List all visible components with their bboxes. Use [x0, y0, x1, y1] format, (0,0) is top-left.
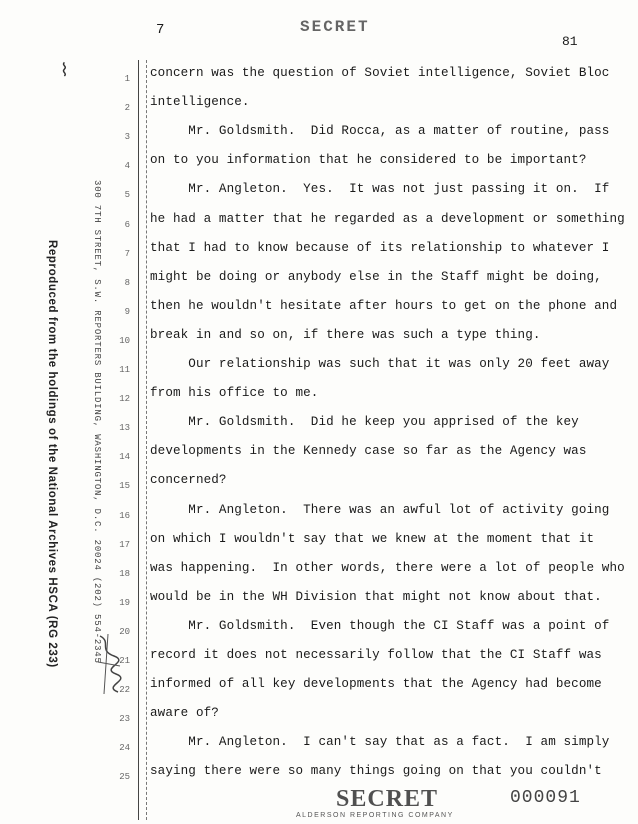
transcript-line: from his office to me. — [150, 386, 319, 401]
transcript-line: would be in the WH Division that might not know about that. — [150, 589, 602, 604]
line-number: 9 — [124, 306, 130, 317]
line-number: 24 — [119, 743, 130, 754]
transcript-line: was happening. In other words, there were a lot of people who — [150, 560, 625, 575]
line-number: 13 — [119, 423, 130, 434]
document-number: 000091 — [510, 788, 581, 808]
transcript-line: might be doing or anybody else in the Staff might be doing, — [150, 269, 602, 284]
transcript-line: Our relationship was such that it was only 20 feet away — [150, 357, 610, 371]
reporter-address: 300 7TH STREET, S.W. REPORTERS BUILDING, WASHINGTON, D.C. 20024 (202) 554-2345 — [92, 180, 102, 664]
transcript-line: he had a matter that he regarded as a development or something — [150, 211, 625, 226]
page-number-left: 7 — [156, 22, 165, 38]
classification-stamp-footer: SECRET — [336, 786, 439, 812]
transcript-line: Mr. Goldsmith. Did Rocca, as a matter of routine, pass — [150, 124, 610, 139]
margin-ink-mark: ⌇ — [60, 62, 69, 82]
line-number: 16 — [119, 510, 130, 521]
line-number: 12 — [119, 394, 130, 405]
line-number: 14 — [119, 452, 130, 463]
transcript-line: on to you information that he considered to be important? — [150, 153, 587, 168]
line-number: 5 — [124, 190, 130, 201]
transcript-line: intelligence. — [150, 95, 250, 110]
transcript-line: Mr. Goldsmith. Did he keep you apprised of the key — [150, 415, 579, 430]
transcript-line: developments in the Kennedy case so far as the Agency was — [150, 444, 587, 459]
line-number: 17 — [119, 539, 130, 550]
transcript-line: record it does not necessarily follow that the CI Staff was — [150, 648, 602, 662]
line-number: 11 — [119, 365, 130, 375]
line-number: 3 — [124, 132, 130, 143]
transcript-line: informed of all key developments that the Agency had become — [150, 677, 602, 692]
transcript-line: that I had to know because of its relationship to whatever I — [150, 240, 610, 255]
line-number: 18 — [119, 568, 130, 579]
archive-reproduction-note: Reproduced from the holdings of the National Archives HSCA (RG 233) — [46, 240, 58, 668]
transcript-line: Mr. Angleton. There was an awful lot of activity going — [150, 502, 610, 517]
line-number: 4 — [124, 161, 130, 172]
line-number: 20 — [119, 626, 130, 637]
line-number: 8 — [124, 277, 130, 288]
transcript-line: break in and so on, if there was such a type thing. — [150, 327, 541, 342]
transcript-line: Mr. Angleton. I can't say that as a fact. I am simply — [150, 735, 610, 750]
transcript-line: concern was the question of Soviet intelligence, Soviet Bloc — [150, 66, 610, 80]
line-number: 22 — [119, 685, 130, 696]
line-number: 2 — [124, 103, 130, 114]
margin-rule-dashed — [146, 60, 147, 820]
line-number: 6 — [124, 219, 130, 230]
line-number: 10 — [119, 335, 130, 346]
line-number: 19 — [119, 597, 130, 608]
transcript-line: concerned? — [150, 473, 227, 488]
line-number: 1 — [124, 74, 130, 84]
transcript-line: Mr. Angleton. Yes. It was not just passing it on. If — [150, 182, 610, 197]
classification-stamp-top: SECRET — [300, 18, 370, 36]
page-number-right: 81 — [562, 34, 578, 49]
line-number: 23 — [119, 714, 130, 725]
transcript-line: saying there were so many things going on that you couldn't — [150, 764, 602, 779]
transcript-line: then he wouldn't hesitate after hours to get on the phone and — [150, 298, 618, 313]
reporting-company: ALDERSON REPORTING COMPANY — [296, 812, 454, 819]
transcript-line: aware of? — [150, 706, 219, 721]
line-number: 21 — [119, 656, 130, 666]
line-number: 7 — [124, 248, 130, 259]
margin-rule — [138, 60, 139, 820]
line-number: 15 — [119, 481, 130, 492]
transcript-line: Mr. Goldsmith. Even though the CI Staff was a point of — [150, 618, 610, 633]
line-number: 25 — [119, 772, 130, 783]
transcript-line: on which I wouldn't say that we knew at the moment that it — [150, 531, 595, 546]
